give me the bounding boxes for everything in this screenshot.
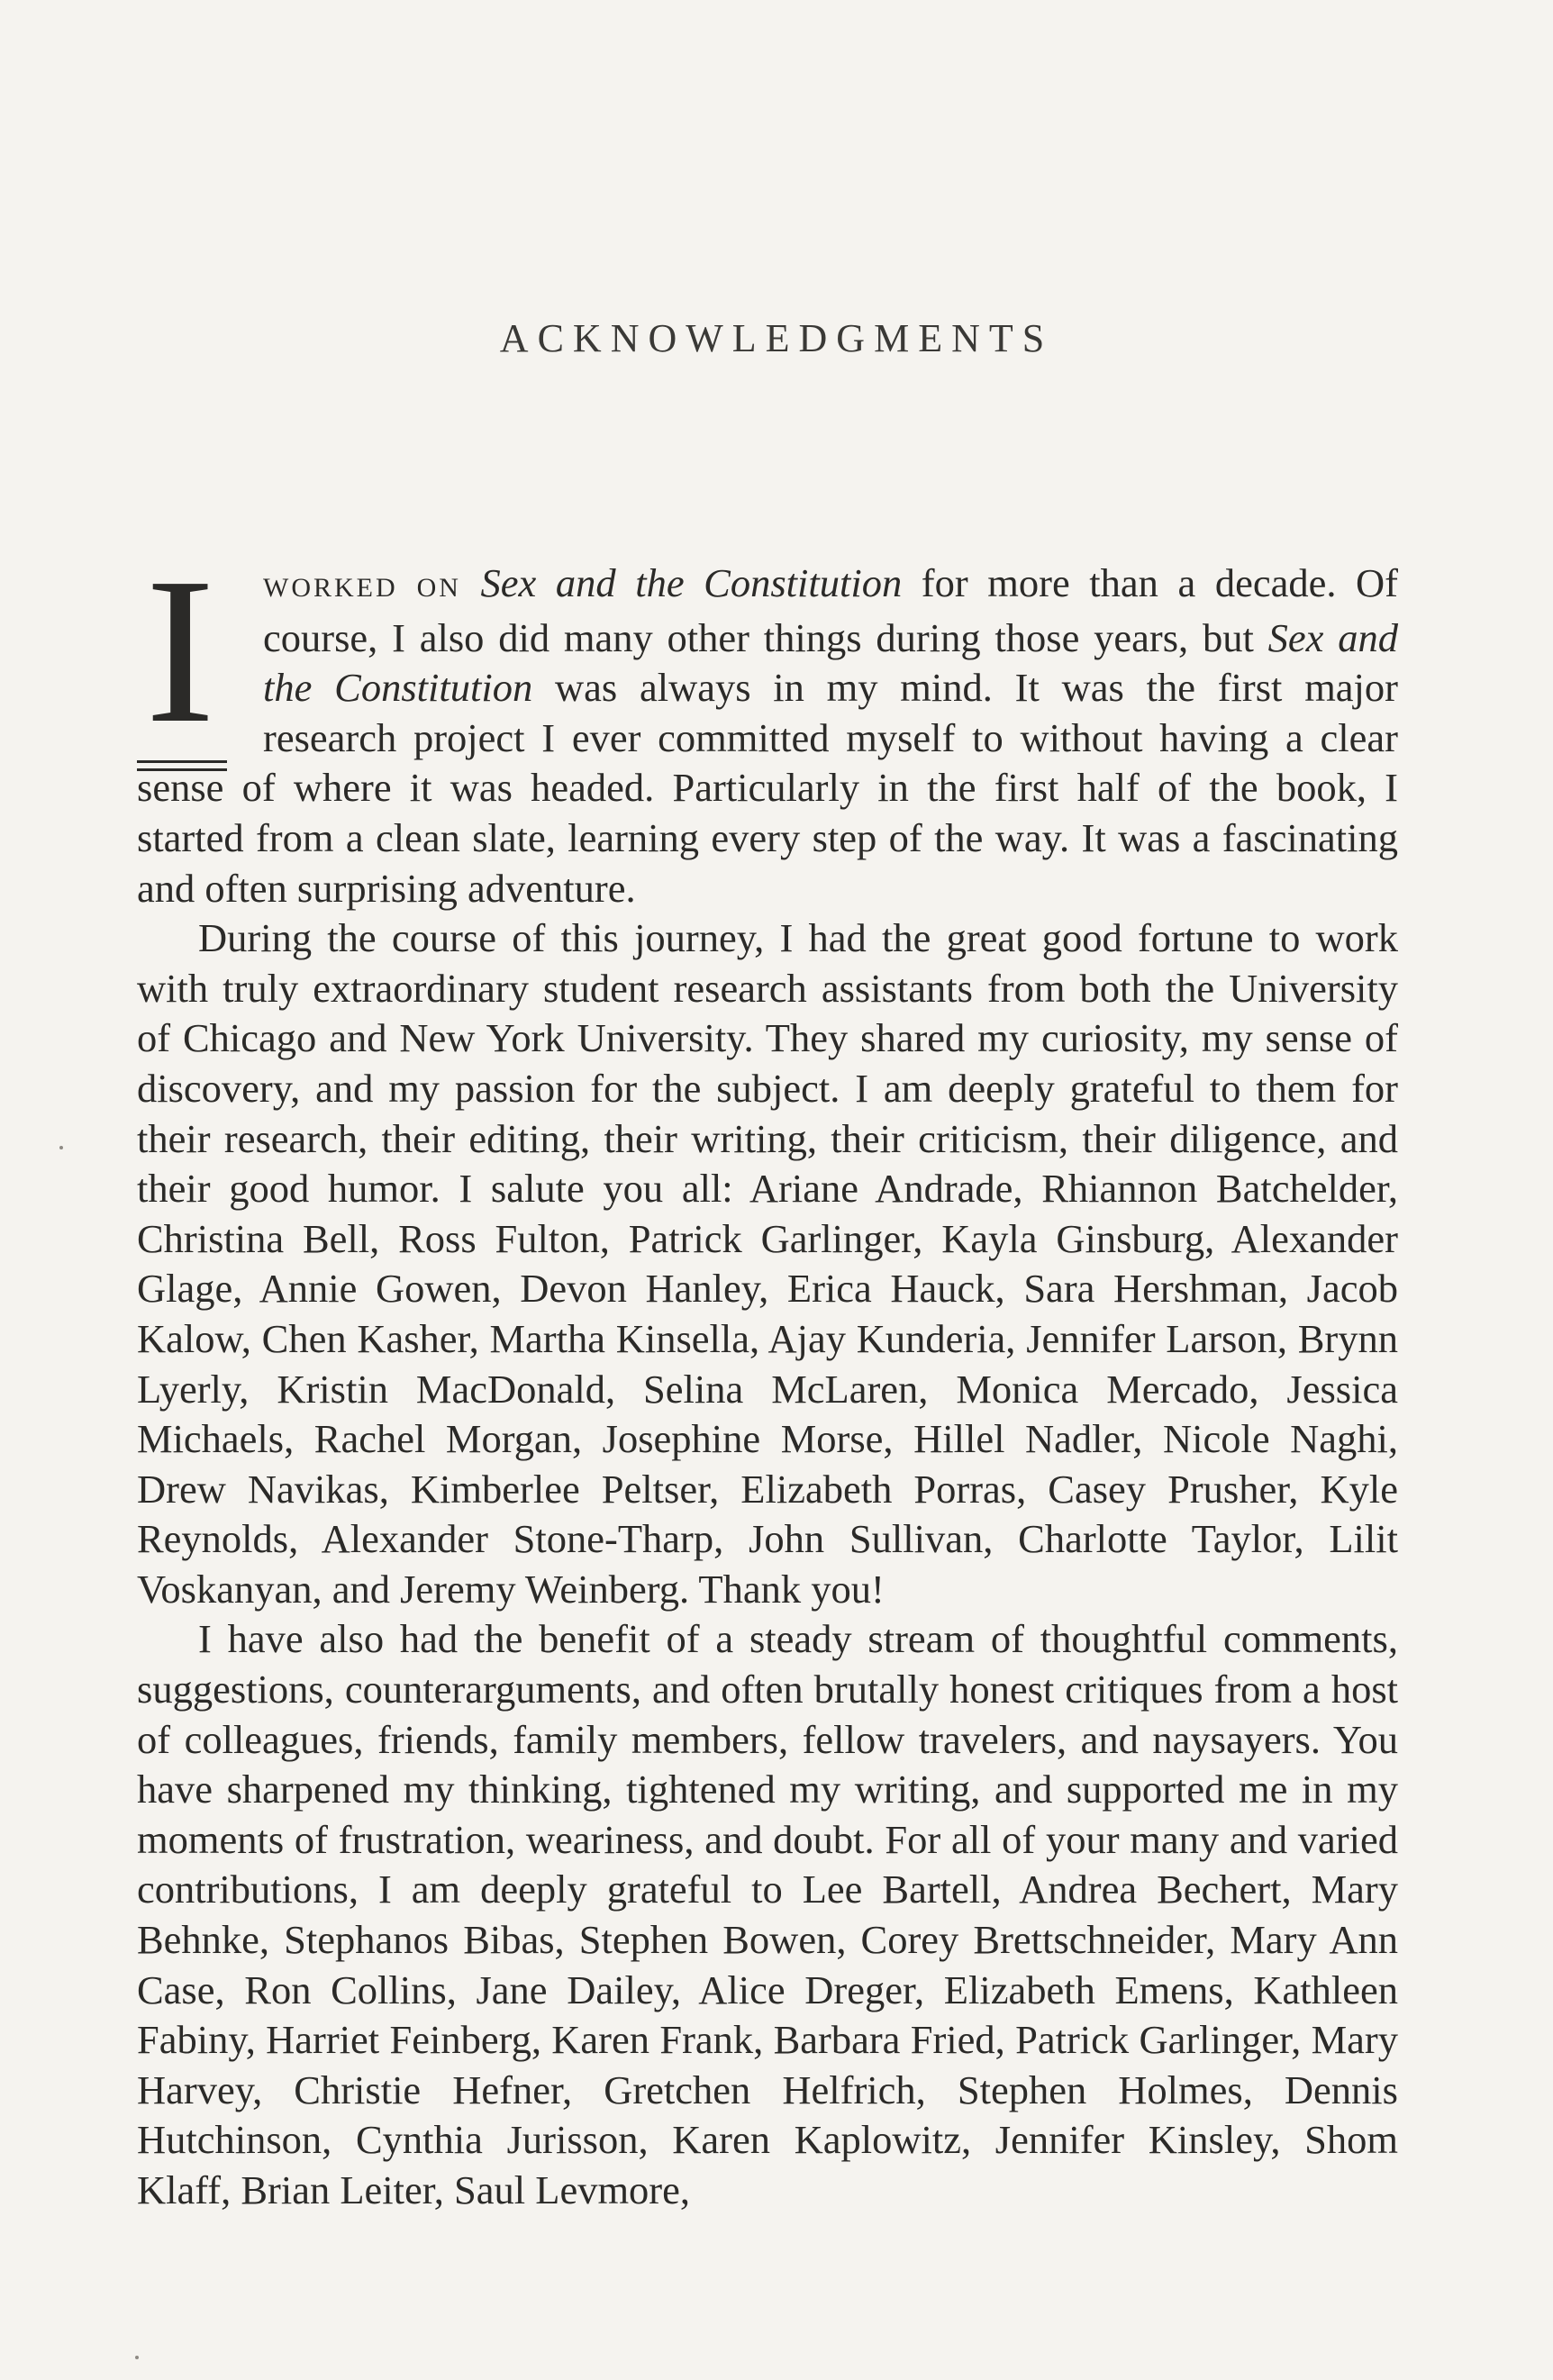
paragraph-1-text-b: was always in my mind. It was the first major research project I ever committed myself to without having a clear sense of where it was headed. Particularly in the first half of the book, I started from a clean slate, learning every step of the way. It was a fascinating and often surprising adventure. [137,665,1398,911]
scan-speck [59,1146,63,1149]
paragraph-2: During the course of this journey, I had the great good fortune to work with truly extraordinary student research assistants from both the University of Chicago and New York University. They shared my curiosity, my sense of discovery, and my passion for the subject. I am deeply grateful to them for their research, their editing, their writing, their criticism, their diligence, and their good humor. I salute you all: Ariane Andrade, Rhiannon Batchelder, Christina Bell, Ross Fulton, Patrick Garlinger, Kayla Ginsburg, Alexander Glage, Annie Gowen, Devon Hanley, Erica Hauck, Sara Hershman, Jacob Kalow, Chen Kasher, Martha Kinsella, Ajay Kunderia, Jennifer Larson, Brynn Lyerly, Kristin MacDonald, Selina McLaren, Monica Mercado, Jessica Michaels, Rachel Morgan, Josephine Morse, Hillel Nadler, Nicole Naghi, Drew Navikas, Kimberlee Peltser, Elizabeth Porras, Casey Prusher, Kyle Reynolds, Alexander Stone-Tharp, John Sullivan, Charlotte Taylor, Lilit Voskanyan, and Jeremy Weinberg. Thank you! [137,915,1398,1612]
drop-cap-rule [137,760,227,771]
body-text [137,535,1398,2216]
scan-speck [135,2356,139,2359]
book-title-italic: Sex and the Constitution [480,560,903,605]
paragraph-1 [137,535,1398,913]
lead-in-smallcaps: WORKED ON [263,573,461,603]
paragraph-3: I have also had the benefit of a steady stream of thoughtful comments, suggestions, counterarguments, and often brutally honest critiques from a host of colleagues, friends, family members, fellow travelers, and naysayers. You have sharpened my thinking, tightened my writing, and supported me in my moments of frustration, weariness, and doubt. For all of your many and varied contributions, I am deeply grateful to Lee Bartell, Andrea Bechert, Mary Behnke, Stephanos Bibas, Stephen Bowen, Corey Brettschneider, Mary Ann Case, Ron Collins, Jane Dailey, Alice Dreger, Elizabeth Emens, Kathleen Fabiny, Harriet Feinberg, Karen Frank, Barbara Fried, Patrick Garlinger, Mary Harvey, Christie Hefner, Gretchen Helfrich, Stephen Holmes, Dennis Hutchinson, Cynthia Jurisson, Karen Kaplowitz, Jennifer Kinsley, Shom Klaff, Brian Leiter, Saul Levmore, [137,1616,1398,2212]
drop-cap [137,535,223,767]
paragraph-1-text-a: for more than a decade. Of course, I also did many other things during those years, but [263,560,1398,660]
book-title-italic-2: Sex and the Constitution [263,614,1398,711]
drop-cap-letter: I [145,535,215,767]
lead-space [461,560,481,605]
page-heading: ACKNOWLEDGMENTS [499,316,1054,360]
